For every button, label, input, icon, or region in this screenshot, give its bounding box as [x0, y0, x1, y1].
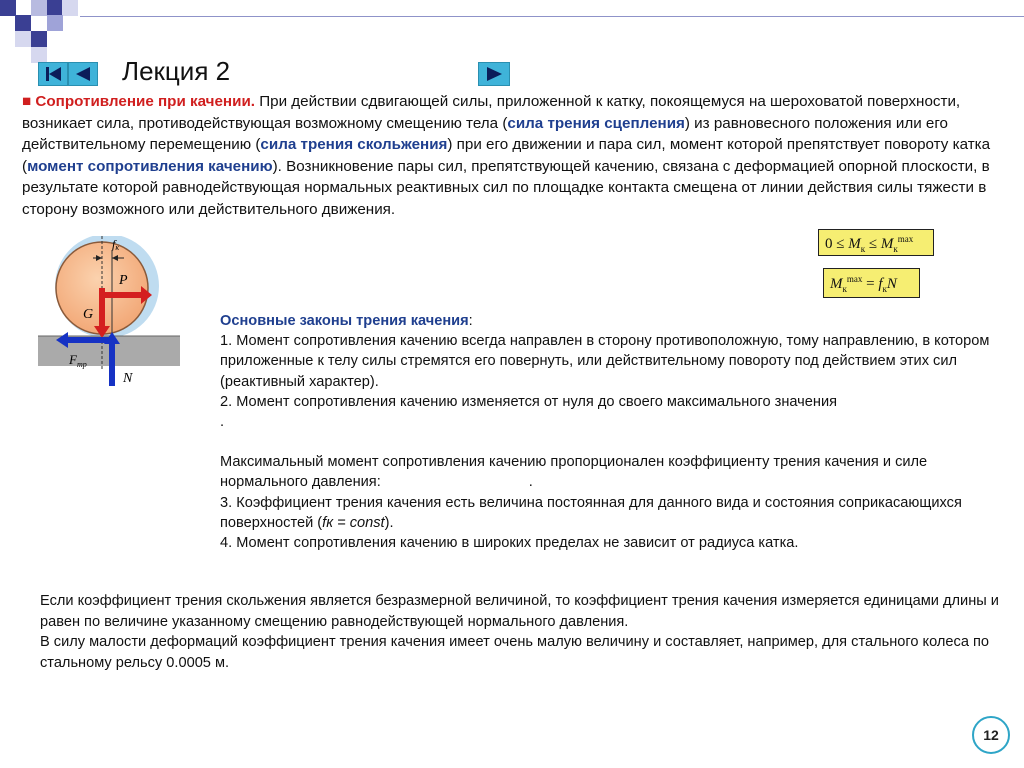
intro-text-3: ) при его движении и пара сил, момент которой препятствует повороту катка (	[22, 136, 991, 175]
law-1: 1. Момент сопротивления качению всегда направлен в сторону противоположную, тому направлению, в котором приложенные к телу силы стремятся его повернуть, или действительному повороту под действием этих сил (реактивный характер).	[220, 333, 990, 390]
bottom-p2: В силу малости деформаций коэффициент трения качения имеет очень малую величину и составляет, например, для стального колеса по стальному рельсу 0.0005 м.	[40, 634, 990, 671]
prev-slide-icon	[69, 63, 97, 85]
svg-text:G: G	[83, 307, 94, 322]
intro-heading: Сопротивление при качении.	[35, 93, 256, 110]
term-rolling-moment: момент сопротивления качению	[27, 157, 273, 175]
rolling-friction-laws: Основные законы трения качения: 1. Момент сопротивления качению всегда направлен в сторону противоположную, тому направлению, в котором приложенные к телу силы стремятся его повернуть, или действительному повороту под действием этих сил (реактивный характер). 2. Момент сопротивления качению изменяется от нуля до своего максимального значения . Максимальный момент сопротивления качению пропорционален коэффициенту трения качения и силе нормального давления: . 3. Коэффициент трения качения есть величина постоянная для данного вида и состояния соприкасающихся поверхностей (fк = const). 4. Момент сопротивления качению в широких пределах не зависит от радиуса катка.	[220, 311, 1000, 553]
intro-text-1: При действии сдвигающей силы, приложенной к катку, покоящемуся на шероховатой поверхности, возникает сила, противодействующая возможному смещению тела (	[22, 93, 961, 132]
term-adhesion-friction: сила трения сцепления	[507, 114, 685, 132]
intro-text-4: ). Возникновение пары сил, препятствующей качению, связана с деформацией опорной плоскости, в результате которой равнодействующая нормальных реактивных сил по площадке контакта смещена от линии действия силы тяжести в сторону возможного или действительного движения.	[22, 157, 990, 218]
svg-text:Fтр: $F_{тр}$	[69, 352, 87, 369]
intro-paragraph	[22, 91, 1007, 221]
slide-title: Лекция 2	[122, 56, 231, 86]
nav-first-button[interactable]	[38, 62, 68, 86]
laws-heading: Основные законы трения качения	[220, 313, 469, 329]
bottom-paragraph	[40, 591, 1015, 673]
formula-max-moment: $M_к^{max} = f_кN$	[823, 268, 920, 298]
next-slide-icon	[479, 63, 509, 85]
svg-text:P: P	[119, 273, 128, 288]
law-3: 3. Коэффициент трения качения есть величина постоянная для данного вида и состояния соприкасающихся поверхностей (fк = const).	[220, 494, 962, 531]
nav-next-button[interactable]	[478, 62, 510, 86]
law-max-moment: Максимальный момент сопротивления качению пропорционален коэффициенту трения качения и силе нормального давления: .	[220, 454, 928, 491]
page-number-badge: 12	[972, 716, 1010, 754]
nav-prev-button[interactable]	[68, 62, 98, 86]
bottom-p1: Если коэффициент трения скольжения является безразмерной величиной, то коэффициент трения качения измеряется единицами длины и равен по величине указанному смещению равнодействующей нормального давления.	[40, 593, 999, 630]
law-2: 2. Момент сопротивления качению изменяется от нуля до своего максимального значения	[220, 393, 838, 410]
svg-text:fк: fк	[112, 237, 120, 252]
bullet: ■	[22, 93, 32, 110]
intro-text-2: ) из равновесного положения или его действительному перемещению (	[22, 114, 949, 154]
first-slide-icon	[39, 63, 67, 85]
rolling-wheel-figure	[38, 236, 180, 386]
law-4: 4. Момент сопротивления качению в широких пределах не зависит от радиуса катка.	[220, 535, 799, 552]
formula-moment-range: $0 \le M_к \le M_к^{max}$	[818, 229, 934, 256]
term-sliding-friction: сила трения скольжения	[260, 136, 448, 154]
svg-text:N: N	[123, 371, 133, 386]
